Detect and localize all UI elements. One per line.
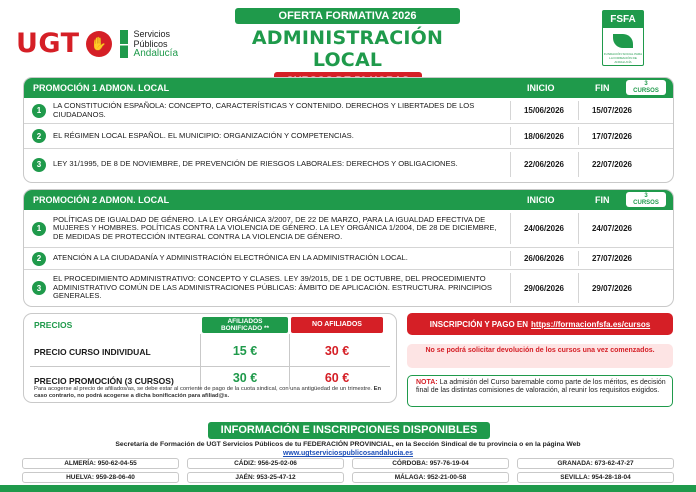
contact-cordoba: CÓRDOBA: 957-76-19-04: [352, 458, 509, 469]
website-link[interactable]: www.ugtserviciospublicosandalucia.es: [282, 450, 414, 457]
course-end: 22/07/2026: [591, 160, 633, 169]
promo1-cursos-badge: [626, 80, 666, 95]
header-tag: OFERTA FORMATIVA 2026: [235, 8, 460, 24]
table-row: [24, 248, 673, 270]
row-number: 2: [32, 252, 46, 266]
divider: [289, 334, 290, 389]
contact-jaen: JAÉN: 953-25-47-12: [187, 472, 344, 483]
promo2-cursos-num: 3: [644, 193, 648, 199]
course-title: ATENCIÓN A LA CIUDADANÍA Y ADMINISTRACIÓN ELECTRÓNICA EN LA ADMINISTRACIÓN LOCAL.: [53, 253, 408, 263]
promo2-title: PROMOCIÓN 2 ADMON. LOCAL: [33, 195, 170, 205]
course-end: 15/07/2026: [591, 106, 633, 115]
contact-cadiz: CÁDIZ: 956-25-02-06: [187, 458, 344, 469]
leaf-icon: [613, 34, 633, 48]
promo-price-afiliados: 30 €: [232, 371, 258, 385]
info-title: INFORMACIÓN E INSCRIPCIONES DISPONIBLES: [208, 422, 490, 439]
divider: [578, 152, 579, 177]
row-number: 2: [32, 129, 46, 143]
handshake-icon: ✋: [86, 31, 112, 57]
promo1-cursos-label: CURSOS: [633, 88, 659, 94]
inscription-label: INSCRIPCIÓN Y PAGO EN: [429, 319, 529, 329]
ugt-sub-line2: Públicos: [133, 38, 168, 49]
course-title: EL PROCEDIMIENTO ADMINISTRATIVO: CONCEPTO Y CLASES. LEY 39/2015, DE 1 DE OCTUBRE, DEL PROCEDIMIENTO ADMINISTRATIVO COMÚN DE LAS ADMINISTRACIONES PÚBLICAS: ÁMBITO DE APLICACIÓN. ESTRUCTURA. PRINCIPIOS GENERALES.: [53, 274, 492, 301]
divider: [510, 273, 511, 303]
divider: [510, 251, 511, 266]
row-number: 1: [32, 222, 46, 236]
contact-malaga: MÁLAGA: 952-21-00-58: [352, 472, 509, 483]
course-start: 26/06/2026: [523, 254, 565, 263]
divider: [510, 213, 511, 244]
course-start: 29/06/2026: [523, 283, 565, 293]
prices-panel: [24, 314, 396, 402]
page-title: ADMINISTRACIÓN LOCAL: [251, 27, 444, 71]
ugt-logo: [16, 28, 178, 59]
promo2-cursos-badge: [626, 192, 666, 207]
individual-price-label: PRECIO CURSO INDIVIDUAL: [34, 347, 151, 357]
promo-price-label: PRECIO PROMOCIÓN (3 CURSOS): [34, 376, 174, 386]
divider: [200, 334, 201, 389]
inscription-banner: [407, 313, 673, 335]
course-end: 17/07/2026: [591, 131, 633, 141]
promo2-inicio-header: INICIO: [527, 195, 555, 205]
note-text: La admisión del Curso baremable como parte de los méritos, es decisión final de las distintas comisiones de valoración, al reunir los requisitos exigidos.: [416, 379, 666, 395]
divider: [578, 273, 579, 303]
promo2-header: [24, 190, 673, 210]
table-row: [24, 210, 673, 248]
prices-note-text: Para acogerse al precio de afiliados/as, se debe estar al corriente de pago de la cuota sindical, con una antigüedad de un trimestre.: [34, 386, 373, 392]
promo1-fin-header: FIN: [595, 83, 610, 93]
table-row: [24, 270, 673, 306]
table-row: [24, 149, 673, 180]
prices-title: PRECIOS: [34, 320, 73, 330]
contacts-grid: [22, 458, 674, 483]
no-afiliados-header: NO AFILIADOS: [291, 317, 383, 333]
contact-granada: GRANADA: 673-62-47-27: [517, 458, 674, 469]
course-end: 29/07/2026: [591, 283, 633, 293]
divider: [578, 101, 579, 120]
info-subtitle: Secretaría de Formación de UGT Servicios Públicos de tu FEDERACIÓN PROVINCIAL, en la Sección Sindical de tu provincia o en la página Web: [115, 441, 581, 448]
promo2-panel: [24, 190, 673, 306]
fsfa-subtitle: FUNDACIÓN SOCIAL PARA LA FORMACIÓN DE ANDALUCÍA: [603, 52, 643, 64]
note-label: NOTA:: [416, 379, 438, 386]
contact-sevilla: SEVILLA: 954-28-18-04: [517, 472, 674, 483]
afiliados-header-line2: BONIFICADO **: [220, 325, 270, 332]
refund-notice: No se podrá solicitar devolución de los cursos una vez comenzados.: [407, 344, 673, 368]
fsfa-logo: [602, 10, 644, 66]
promo1-inicio-header: INICIO: [527, 83, 555, 93]
course-title: LA CONSTITUCIÓN ESPAÑOLA: CONCEPTO, CARACTERÍSTICAS Y CONTENIDO. DERECHOS Y LIBERTADES DE LOS CIUDADANOS.: [53, 101, 475, 119]
ugt-sub-line1: Servicios: [133, 28, 171, 39]
table-row: [24, 124, 673, 149]
ugt-wordmark: UGT: [16, 28, 80, 59]
divider: [510, 152, 511, 177]
prices-note: [34, 386, 389, 399]
course-title: POLÍTICAS DE IGUALDAD DE GÉNERO. LA LEY ORGÁNICA 3/2007, DE 22 DE MARZO, PARA LA IGUALDAD EFECTIVA DE MUJERES Y HOMBRES. POLÍTICAS CONTRA LA VIOLENCIA DE GÉNERO. LA LEY ORGÁNICA 1/2004, DE 28 DE DICIEMBRE, DE MEDIDAS DE PROTECCIÓN INTEGRAL CONTRA LA VIOLENCIA DE GÉNERO.: [53, 214, 497, 241]
course-start: 15/06/2026: [523, 106, 565, 115]
course-start: 24/06/2026: [523, 224, 565, 233]
promo-price-no-afiliados: 60 €: [324, 371, 350, 385]
course-title: LEY 31/1995, DE 8 DE NOVIEMBRE, DE PREVENCIÓN DE RIESGOS LABORALES: DERECHOS Y OBLIGACIONES.: [53, 159, 458, 169]
divider: [578, 127, 579, 145]
promo2-fin-header: FIN: [595, 195, 610, 205]
afiliados-header-line1: AFILIADOS: [227, 318, 263, 325]
course-start: 18/06/2026: [523, 131, 565, 141]
divider: [510, 101, 511, 120]
promo1-title: PROMOCIÓN 1 ADMON. LOCAL: [33, 83, 170, 93]
promo1-header: [24, 78, 673, 98]
course-end: 24/07/2026: [591, 224, 633, 233]
afiliados-header: [202, 317, 288, 333]
course-end: 27/07/2026: [591, 254, 633, 263]
row-number: 3: [32, 158, 46, 172]
individual-price-no-afiliados: 30 €: [324, 344, 350, 358]
divider: [578, 251, 579, 266]
course-start: 22/06/2026: [523, 160, 565, 169]
fsfa-wordmark: FSFA: [603, 11, 643, 28]
promo1-panel: [24, 78, 673, 182]
course-title: EL RÉGIMEN LOCAL ESPAÑOL. EL MUNICIPIO: ORGANIZACIÓN Y COMPETENCIAS.: [53, 130, 354, 140]
divider: [578, 213, 579, 244]
contact-almeria: ALMERÍA: 950-62-04-55: [22, 458, 179, 469]
ugt-stripe: [120, 30, 128, 58]
promo1-cursos-num: 3: [644, 81, 648, 87]
divider: [510, 127, 511, 145]
divider: [30, 366, 390, 367]
individual-price-afiliados: 15 €: [232, 344, 258, 358]
prices-note-bold: En caso contrario, no podrá acogerse a dicha bonificación para afiliad@s.: [34, 386, 382, 399]
inscription-link[interactable]: https://formacionfsfa.es/cursos: [531, 319, 651, 329]
table-row: [24, 98, 673, 124]
note-box: [407, 375, 673, 407]
promo2-cursos-label: CURSOS: [633, 200, 659, 206]
ugt-region: Andalucía: [133, 47, 179, 59]
row-number: 3: [32, 281, 46, 295]
contact-huelva: HUELVA: 959-28-06-40: [22, 472, 179, 483]
row-number: 1: [32, 104, 46, 118]
footer-bar: [0, 485, 696, 492]
ugt-subtitle: [134, 29, 178, 59]
